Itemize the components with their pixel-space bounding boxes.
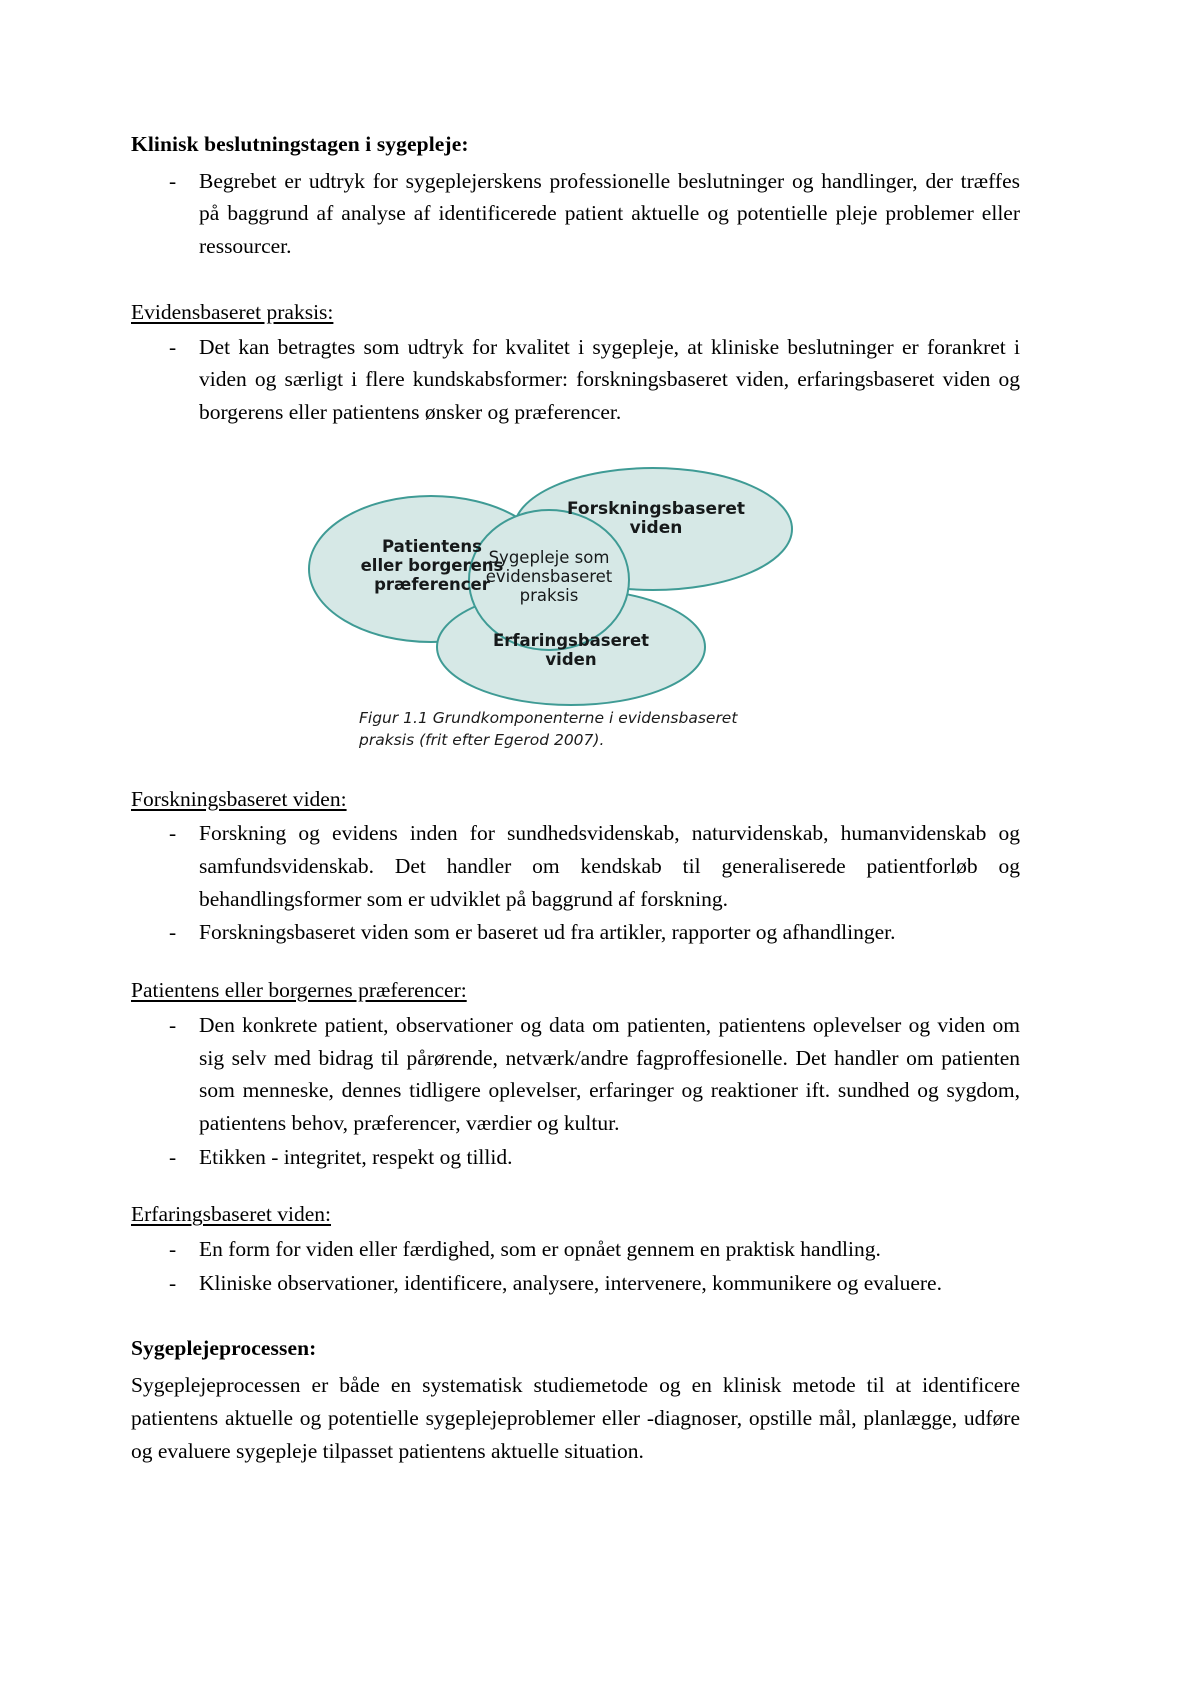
list-item [131,1009,1020,1140]
list-item-text: Forskningsbaseret viden som er baseret ud fra artikler, rapporter og afhandlinger. [199,920,896,945]
ellipse-label-sygepleje-som-evidensbaseret-praksis: Sygepleje som evidensbaseret praksis [485,547,613,605]
bullet-list-klinisk-beslutningstagen [131,165,1020,263]
list-item [131,1141,1020,1174]
list-item [131,331,1020,429]
spacer [131,751,1020,785]
spacer [131,264,1020,298]
bullet-list-forskningsbaseret-viden [131,817,1020,949]
ellipse-label-forskningsbaseret-viden: Forskningsbaseret viden [566,498,746,539]
heading-klinisk-beslutningstagen: Klinisk beslutningstagen i sygepleje: [131,132,469,156]
list-item-text: Kliniske observationer, identificere, analysere, intervenere, kommunikere og evaluere. [199,1270,942,1295]
document-body [131,130,1020,1467]
list-item [131,916,1020,949]
list-item-text: Begrebet er udtryk for sygeplejerskens professionelle beslutninger og handlinger, der træffes på baggrund af analyse af identificerede patient aktuelle og potentielle pleje problemer eller ressourcer. [199,168,1020,259]
heading-erfaringsbaseret-viden: Erfaringsbaseret viden: [131,1202,331,1227]
heading-sygeplejeprocessen: Sygeplejeprocessen: [131,1336,317,1361]
list-item-text: Det kan betragtes som udtryk for kvalitet i sygepleje, at kliniske beslutninger er forankret i viden og særligt i flere kundskabsformer: forskningsbaseret viden, erfaringsbaseret viden og borgerens eller patientens ønsker og præferencer. [199,334,1020,424]
spacer [131,950,1020,976]
figure-evidensbaseret-praksis [131,457,1020,751]
venn-diagram-svg [131,457,1020,707]
bullet-list-patientens-praeferencer [131,1009,1020,1173]
list-item-text: Forskning og evidens inden for sundhedsvidenskab, naturvidenskab, humanvidenskab og samfundsvidenskab. Det handler om kendskab til generaliserede patientforløb og behandlingsformer som er udviklet på baggrund af forskning. [199,821,1020,911]
ellipse-label-erfaringsbaseret-viden: Erfaringsbaseret viden [492,630,650,669]
bullet-list-evidensbaseret-praksis [131,331,1020,429]
spacer [131,1174,1020,1200]
heading-forskningsbaseret-viden: Forskningsbaseret viden: [131,786,347,811]
list-item-text: En form for viden eller færdighed, som er opnået gennem en praktisk handling. [199,1237,881,1262]
bullet-list-erfaringsbaseret-viden [131,1233,1020,1299]
list-item-text: Etikken - integritet, respekt og tillid. [199,1144,513,1169]
list-item [131,165,1020,263]
heading-evidensbaseret-praksis: Evidensbaseret praksis: [131,299,334,324]
list-item [131,1233,1020,1266]
list-item [131,1267,1020,1300]
ellipse-sygepleje-som-evidensbaseret-praksis [469,510,629,650]
figure-caption: Figur 1.1 Grundkomponenterne i evidensbaseret praksis (frit efter Egerod 2007). [359,708,738,749]
paragraph-sygeplejeprocessen: Sygeplejeprocessen er både en systematisk studiemetode og en klinisk metode til at identificere patientens aktuelle og potentielle sygeplejeproblemer eller -diagnoser, opstille mål, planlægge, udføre og evaluere sygepleje tilpasset patientens aktuelle situation. [131,1373,1020,1463]
spacer [131,1300,1020,1334]
figure-canvas [131,457,1020,707]
ellipse-label-patientens-praeferencer: Patientens eller borgerens præferencer [360,536,504,594]
list-item [131,817,1020,915]
heading-patientens-praeferencer: Patientens eller borgernes præferencer: [131,978,467,1003]
list-item-text: Den konkrete patient, observationer og data om patienten, patientens oplevelser og viden om sig selv med bidrag til pårørende, netværk/andre fagproffesionelle. Det handler om patienten som menneske, dennes tidligere oplevelser, erfaringer og reaktioner ift. sundhed og sygdom, patientens behov, præferencer, værdier og kultur. [199,1012,1020,1135]
